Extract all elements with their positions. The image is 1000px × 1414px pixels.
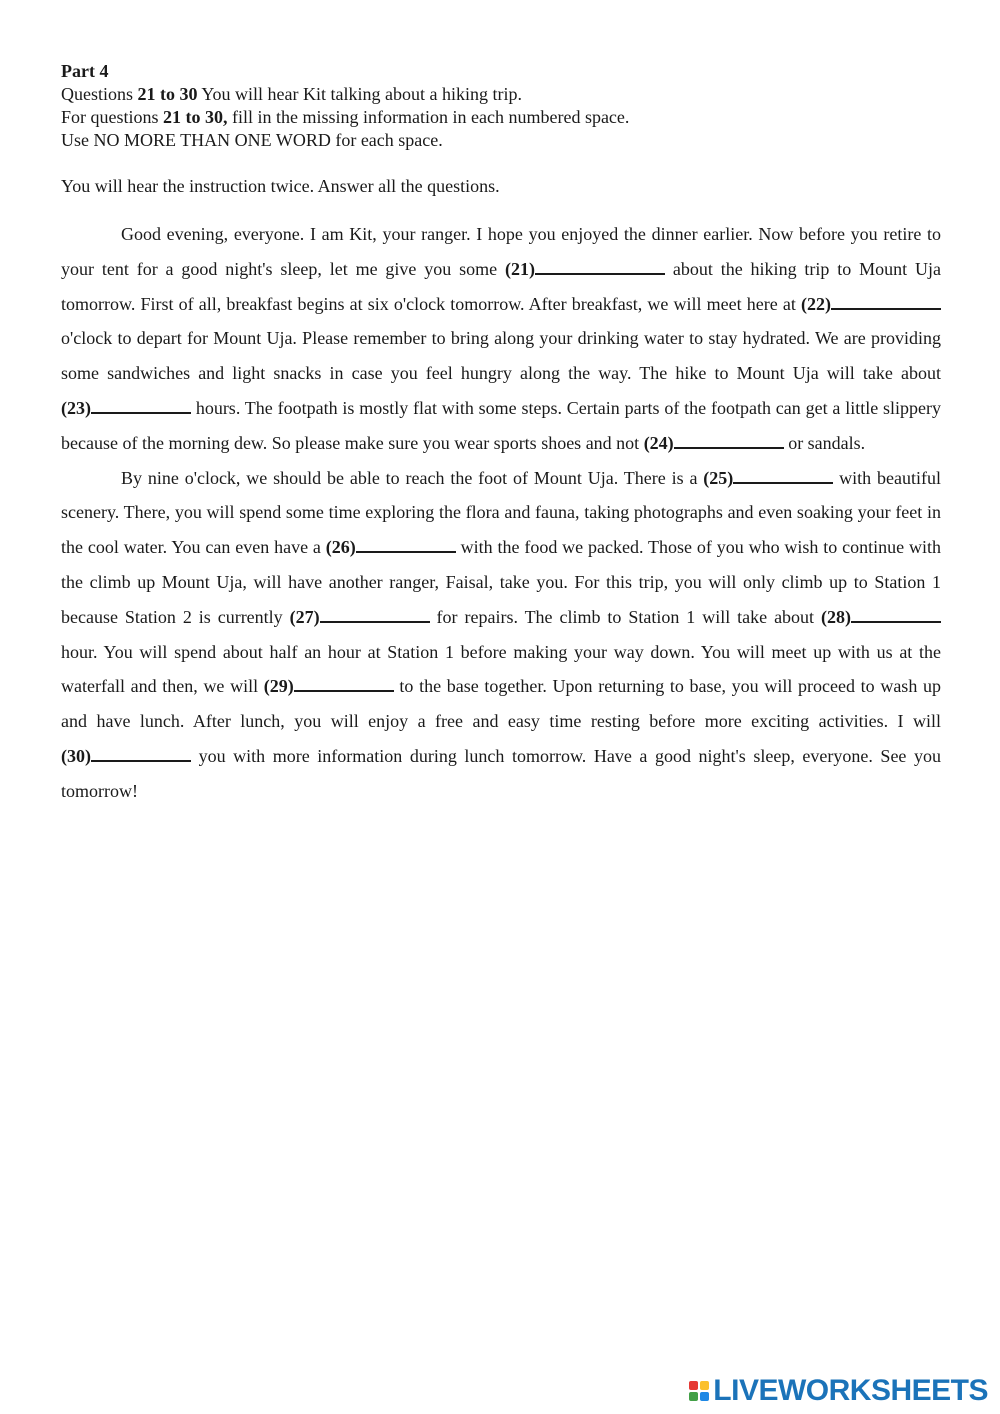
- blank-24[interactable]: [644, 433, 784, 453]
- passage: [61, 217, 941, 809]
- instruction-line-2: [61, 106, 941, 129]
- blank-number: (27): [289, 606, 320, 627]
- logo-square: [689, 1381, 698, 1390]
- blank-number: (28): [821, 606, 851, 627]
- blank-28[interactable]: [821, 607, 941, 627]
- paragraph-2: [61, 461, 941, 809]
- blank-29[interactable]: [264, 676, 394, 696]
- paragraph-1: [61, 217, 941, 461]
- answer-line[interactable]: [831, 293, 941, 310]
- brand-name: LIVEWORKSHEETS: [713, 1374, 988, 1407]
- blank-number: (30): [61, 745, 91, 766]
- blank-26[interactable]: [326, 537, 456, 557]
- blank-23[interactable]: [61, 398, 191, 418]
- instruction-line-1: [61, 83, 941, 106]
- part-title: Part 4: [61, 61, 109, 81]
- answer-line[interactable]: [356, 536, 456, 553]
- answer-line[interactable]: [535, 258, 665, 275]
- answer-line[interactable]: [851, 606, 941, 623]
- blank-21[interactable]: [505, 259, 665, 279]
- logo-square: [700, 1381, 709, 1390]
- blank-number: (29): [263, 676, 294, 697]
- blank-27[interactable]: [290, 607, 430, 627]
- blank-number: (21): [505, 258, 535, 279]
- passage-text: hour. You will spend about half an hour at Station 1 before making your way down. You will meet up with us at the waterfall and then, we will: [61, 641, 941, 697]
- blank-number: (24): [643, 432, 674, 453]
- blank-number: (26): [325, 537, 356, 558]
- instruction-text: You will hear Kit talking about a hiking trip.: [197, 84, 522, 104]
- passage-text: with the food we packed. Those of you who wish to continue with the climb up Mount Uja, will have another ranger, Faisal, take you. For this trip, you will only climb up to Station 1 because Station 2 is currently: [61, 537, 941, 627]
- instruction-text: Questions: [61, 84, 138, 104]
- instruction-bold: 21 to 30: [137, 84, 198, 104]
- logo-square: [700, 1392, 709, 1401]
- blank-number: (25): [703, 467, 734, 488]
- answer-line[interactable]: [91, 745, 191, 762]
- instruction-line-4: You will hear the instruction twice. Answer all the questions.: [61, 176, 500, 196]
- passage-text: to the base together. Upon returning to base, you will proceed to wash up and have lunch. After lunch, you will enjoy a free and easy time resting before more exciting activities. I will: [61, 676, 941, 732]
- passage-text: with beautiful scenery. There, you will spend some time exploring the flora and fauna, taking photographs and even soaking your feet in the cool water. You can even have a: [61, 467, 941, 558]
- passage-text: hours. The footpath is mostly flat with some steps. Certain parts of the footpath can get a little slippery because of the morning dew. So please make sure you wear sports shoes and not: [61, 397, 941, 453]
- liveworksheets-brand[interactable]: [689, 1376, 988, 1406]
- blank-30[interactable]: [61, 746, 191, 766]
- passage-text: Good evening, everyone. I am Kit, your ranger. I hope you enjoyed the dinner earlier. Now before you retire to your tent for a good night's sleep, let me give you some: [61, 224, 941, 279]
- passage-text: o'clock to depart for Mount Uja. Please remember to bring along your drinking water to stay hydrated. We are providing some sandwiches and light snacks in case you feel hungry along the way. The hike to Mount Uja will take about: [61, 328, 941, 384]
- answer-line[interactable]: [320, 606, 430, 623]
- instruction-line-3: Use NO MORE THAN ONE WORD for each space.: [61, 130, 443, 150]
- blank-number: (23): [61, 397, 91, 418]
- passage-text: By nine o'clock, we should be able to reach the foot of Mount Uja. There is a: [121, 467, 704, 488]
- answer-line[interactable]: [91, 397, 191, 414]
- answer-line[interactable]: [294, 675, 394, 692]
- blank-number: (22): [801, 293, 831, 314]
- answer-line[interactable]: [733, 467, 833, 484]
- blank-25[interactable]: [703, 468, 833, 488]
- passage-text: about the hiking trip to Mount Uja tomorrow. First of all, breakfast begins at six o'clock tomorrow. After breakfast, we will meet here at: [61, 258, 941, 314]
- instruction-bold: 21 to 30,: [163, 107, 228, 127]
- instruction-text: For questions: [61, 107, 164, 127]
- answer-line[interactable]: [674, 432, 784, 449]
- blank-22[interactable]: [801, 294, 941, 314]
- instruction-text: fill in the missing information in each numbered space.: [227, 107, 630, 127]
- liveworksheets-logo-icon: [689, 1381, 709, 1401]
- passage-text: for repairs. The climb to Station 1 will take about: [429, 606, 821, 627]
- passage-text: or sandals.: [783, 432, 866, 453]
- worksheet-page: [61, 60, 941, 801]
- logo-square: [689, 1392, 698, 1401]
- passage-text: you with more information during lunch tomorrow. Have a good night's sleep, everyone. See you tomorrow!: [61, 745, 941, 801]
